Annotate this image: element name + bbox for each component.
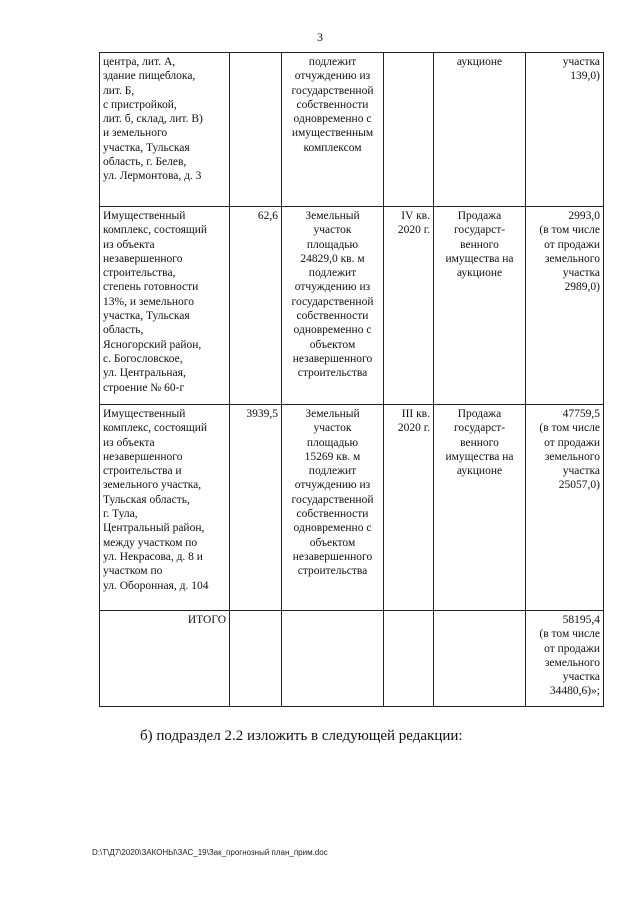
cell-line: ул. Оборонная, д. 104 [103, 579, 209, 592]
cell-line: Имущественный [103, 408, 186, 420]
cell-line: из объекта [103, 436, 155, 449]
cell-line: отчуждению из [294, 479, 371, 492]
cell-line: 139,0) [570, 70, 600, 83]
cell-line: 13%, и земельного [103, 295, 194, 308]
cell-line: незавершенного [292, 352, 373, 365]
total-value [526, 611, 604, 707]
revenue-cell [526, 207, 604, 405]
cell-line: собственности [296, 508, 369, 521]
term-cell [384, 53, 434, 207]
cell-line: (в том числе [539, 422, 600, 435]
cell-line: участок [313, 224, 352, 237]
cell-line: венного [460, 238, 499, 251]
cell-line: участка [562, 671, 600, 684]
area-cell [230, 405, 282, 611]
cell-line: (в том числе [539, 628, 600, 641]
cell-line: отчуждению из [294, 70, 371, 83]
cell-line: 15269 кв. м [304, 450, 361, 463]
cell-line: собственности [296, 98, 369, 111]
cell-line: строительства, [103, 267, 176, 280]
total-label: ИТОГО [100, 611, 230, 707]
cell-line: строение № 60-г [103, 381, 185, 394]
cell-line: Имущественный [103, 210, 186, 222]
term-cell [384, 207, 434, 405]
cell-line: участок [313, 422, 352, 435]
cell-line: аукционе [456, 267, 503, 280]
object-cell [100, 405, 230, 611]
empty-cell [282, 611, 384, 707]
cell-line: строительства и [103, 465, 182, 478]
cell-line: 47759,5 [562, 408, 600, 420]
cell-line: комплекс, состоящий [103, 224, 208, 237]
cell-line: 2993,0 [568, 210, 600, 222]
cell-line: Продажа [457, 210, 502, 222]
cell-line: венного [460, 436, 499, 449]
cell-line: земельного [544, 656, 600, 669]
cell-line: участка [562, 56, 600, 68]
cell-line: комплексом [303, 141, 362, 154]
cell-line: одновременно с [293, 522, 372, 535]
cell-line: 3939,5 [246, 408, 278, 420]
cell-line: 25057,0) [558, 479, 600, 492]
method-cell [434, 53, 526, 207]
cell-line: Продажа [457, 408, 502, 420]
area-cell [230, 207, 282, 405]
cell-line: IV кв. [401, 210, 430, 222]
cell-line: 58195,4 [562, 614, 600, 626]
cell-line: с пристройкой, [103, 98, 177, 111]
cell-line: область, [103, 324, 144, 337]
cell-line: г. Тула, [103, 508, 138, 521]
cell-line: 2989,0) [564, 281, 600, 294]
cell-line: лит. Б, [103, 84, 135, 97]
cell-line: государст- [453, 422, 506, 435]
cell-line: ул. Центральная, [103, 367, 186, 380]
cell-line: комплекс, состоящий [103, 422, 208, 435]
cell-line: отчуждению из [294, 281, 371, 294]
cell-line: имущественным [291, 127, 374, 140]
page-number: 3 [317, 30, 323, 44]
cell-line: с. Богословское, [103, 352, 183, 365]
privatization-table [99, 52, 604, 707]
cell-line: подлежит [308, 465, 357, 478]
cell-line: 2020 г. [397, 422, 430, 435]
cell-line: объектом [309, 338, 356, 351]
object-cell [100, 53, 230, 207]
cell-line: участка [562, 465, 600, 478]
cell-line: от продажи [544, 238, 600, 251]
cell-line: Земельный [305, 408, 360, 420]
cell-line: имущества на [445, 450, 514, 463]
cell-line: область, г. Белев, [103, 156, 187, 169]
cell-line: аукционе [456, 56, 503, 68]
land-cell [282, 207, 384, 405]
object-cell [100, 207, 230, 405]
cell-line: участка, Тульская [103, 141, 190, 154]
cell-line: имущества на [445, 252, 514, 265]
term-cell [384, 405, 434, 611]
cell-line: площадью [306, 238, 359, 251]
land-cell [282, 53, 384, 207]
cell-line: объектом [309, 536, 356, 549]
table-row [100, 405, 604, 611]
empty-cell [434, 611, 526, 707]
cell-line: здание пищеблока, [103, 70, 196, 83]
cell-line: и земельного [103, 127, 168, 140]
empty-cell [230, 611, 282, 707]
cell-line: 24829,0 кв. м [300, 252, 365, 265]
method-cell [434, 207, 526, 405]
cell-line: участка, Тульская [103, 310, 190, 323]
cell-line: (в том числе [539, 224, 600, 237]
cell-line: площадью [306, 436, 359, 449]
cell-line: участком по [103, 565, 163, 578]
cell-line: незавершенного [103, 450, 183, 463]
method-cell [434, 405, 526, 611]
cell-line: лит. б, склад, лит. В) [103, 113, 203, 126]
cell-line: от продажи [544, 436, 600, 449]
area-cell [230, 53, 282, 207]
cell-line: 62,6 [257, 210, 278, 222]
cell-line: одновременно с [293, 113, 372, 126]
cell-line: между участком по [103, 536, 198, 549]
footer-path: D:\Т\Д7\2020\ЗАКОНЫ\ЗАС_19\Зак_прогнозный план_прим.doc [92, 848, 328, 857]
cell-line: центра, лит. А, [103, 56, 176, 68]
cell-line: государственной [291, 295, 374, 308]
cell-line: Земельный [305, 210, 360, 222]
cell-line: 34480,6)»; [549, 685, 600, 698]
cell-line: участка [562, 267, 600, 280]
table-row [100, 207, 604, 405]
cell-line: III кв. [401, 408, 430, 420]
cell-line: незавершенного [103, 252, 183, 265]
revenue-cell [526, 53, 604, 207]
cell-line: строительства [297, 367, 368, 380]
cell-line: ул. Лермонтова, д. 3 [103, 170, 202, 183]
empty-cell [384, 611, 434, 707]
cell-line: незавершенного [292, 550, 373, 563]
cell-line: подлежит [308, 56, 357, 68]
total-row [100, 611, 604, 707]
cell-line: из объекта [103, 238, 155, 251]
land-cell [282, 405, 384, 611]
cell-line: собственности [296, 310, 369, 323]
cell-line: одновременно с [293, 324, 372, 337]
cell-line: строительства [297, 565, 368, 578]
cell-line: 2020 г. [397, 224, 430, 237]
cell-line: земельного [544, 252, 600, 265]
cell-line: земельного участка, [103, 479, 202, 492]
cell-line: аукционе [456, 465, 503, 478]
cell-line: степень готовности [103, 281, 199, 294]
cell-line: государственной [291, 493, 374, 506]
cell-line: государственной [291, 84, 374, 97]
after-table-text: б) подраздел 2.2 изложить в следующей редакции: [140, 728, 463, 744]
cell-line: ул. Некрасова, д. 8 и [103, 550, 203, 563]
cell-line: от продажи [544, 642, 600, 655]
table-row [100, 53, 604, 207]
cell-line: Ясногорский район, [103, 338, 202, 351]
cell-line: государст- [453, 224, 506, 237]
cell-line: подлежит [308, 267, 357, 280]
cell-line: Центральный район, [103, 522, 205, 535]
cell-line: земельного [544, 450, 600, 463]
revenue-cell [526, 405, 604, 611]
cell-line: Тульская область, [103, 493, 190, 506]
